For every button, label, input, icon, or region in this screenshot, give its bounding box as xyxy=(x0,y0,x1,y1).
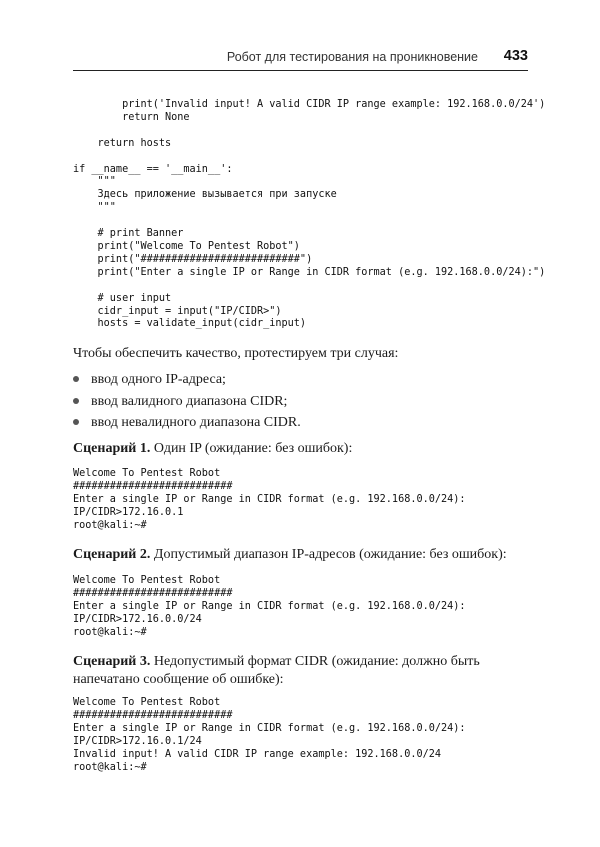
bullet-text: ввод невалидного диапазона CIDR. xyxy=(91,415,301,430)
page-header xyxy=(73,48,528,71)
scenario-1-heading xyxy=(73,440,533,458)
scenario-2-label: Сценарий 2. xyxy=(73,547,151,562)
bullet-text: ввод валидного диапазона CIDR; xyxy=(91,394,288,409)
page-number: 433 xyxy=(503,48,528,64)
bullet-dot xyxy=(73,376,79,382)
scenario-3-output: Welcome To Pentest Robot ########################## Enter a single IP or Range in CIDR format (e.g. 192.168.0.0/24): IP/CIDR>172.16.0.1/24 Invalid input! A valid CIDR IP range example: 192.168.0.0/24 root@kali:~# xyxy=(73,697,466,773)
scenario-3-text: Недопустимый формат CIDR (ожидание: должно быть напечатано сообщение об ошибке): xyxy=(73,654,480,687)
scenario-1-output: Welcome To Pentest Robot ########################## Enter a single IP or Range in CIDR format (e.g. 192.168.0.0/24): IP/CIDR>172.16.0.1 root@kali:~# xyxy=(73,468,466,531)
scenario-2-heading xyxy=(73,546,533,564)
bullet-dot xyxy=(73,398,79,404)
code-block-validate-input: print('Invalid input! A valid CIDR IP range example: 192.168.0.0/24') return None return hosts if __name__ == '__main__': """ Здесь приложение вызывается при запуске """ # print Banner print("Welcome To Pentest Robot") print("##########################") print("Enter a single IP or Range in CIDR format (e.g. 192.168.0.0/24):") # user input cidr_input = input("IP/CIDR>") hosts = validate_input(cidr_input) xyxy=(73,99,546,330)
scenario-2-text: Допустимый диапазон IP-адресов (ожидание: без ошибок): xyxy=(150,547,507,562)
intro-paragraph: Чтобы обеспечить качество, протестируем три случая: xyxy=(73,346,399,361)
scenario-3-label: Сценарий 3. xyxy=(73,654,151,669)
running-title: Робот для тестирования на проникновение xyxy=(226,50,478,64)
bullet-dot xyxy=(73,419,79,425)
bullet-text: ввод одного IP-адреса; xyxy=(91,372,226,387)
scenario-1-text: Один IP (ожидание: без ошибок): xyxy=(150,441,353,456)
scenario-3-heading xyxy=(73,653,533,688)
scenario-1-label: Сценарий 1. xyxy=(73,441,151,456)
scenario-2-output: Welcome To Pentest Robot ########################## Enter a single IP or Range in CIDR format (e.g. 192.168.0.0/24): IP/CIDR>172.16.0.0/24 root@kali:~# xyxy=(73,575,466,638)
